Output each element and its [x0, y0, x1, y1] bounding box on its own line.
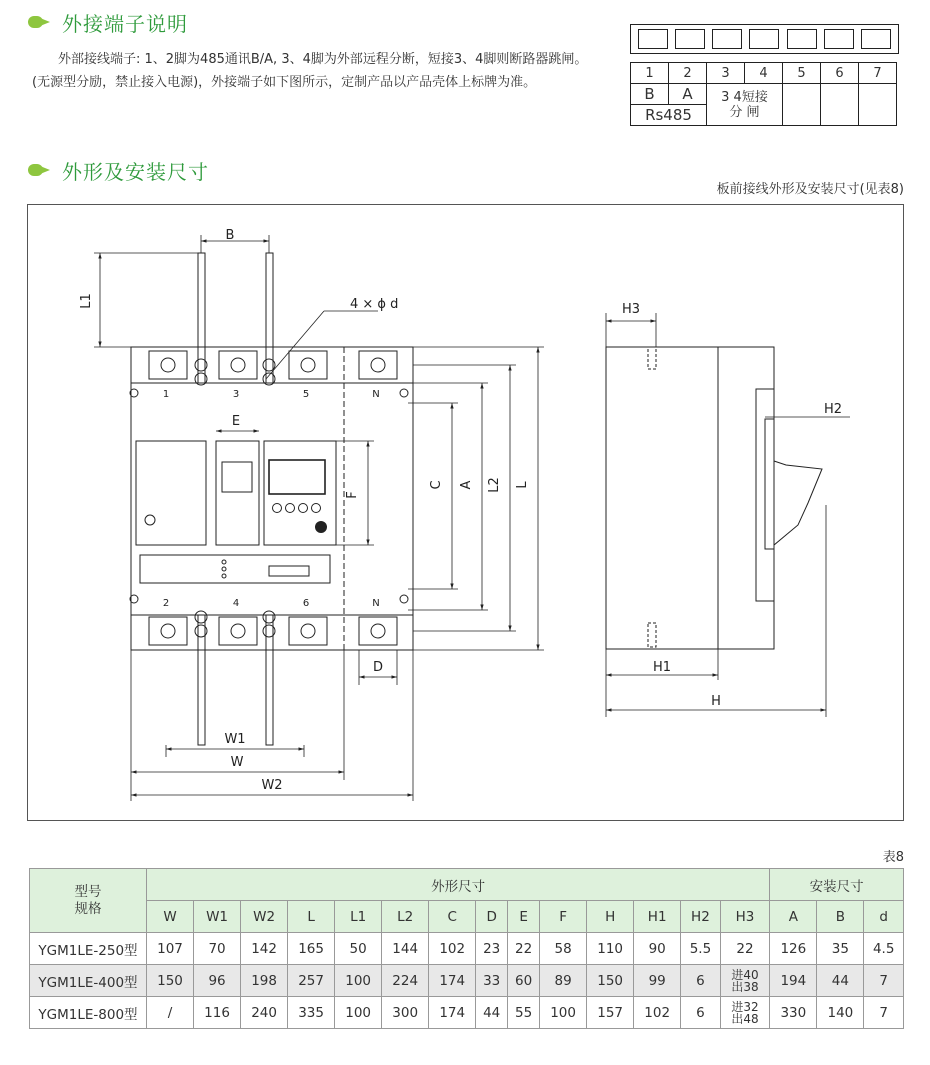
- pole-label: 3: [232, 389, 240, 400]
- value-cell: 150: [587, 965, 634, 997]
- value-cell: 7: [864, 965, 904, 997]
- terminal-rs485: Rs485: [631, 105, 707, 126]
- section-title: 外形及安装尺寸: [62, 159, 209, 184]
- column-header: H3: [720, 901, 770, 933]
- value-cell: 进32 出48: [720, 997, 770, 1029]
- column-header: W: [147, 901, 194, 933]
- value-cell: 5.5: [681, 933, 720, 965]
- value-cell: 60: [508, 965, 540, 997]
- value-cell: 174: [429, 997, 476, 1029]
- model-cell: YGM1LE-400型: [30, 965, 147, 997]
- value-cell: 100: [335, 997, 382, 1029]
- terminal-number: 6: [821, 63, 859, 84]
- value-cell: 22: [508, 933, 540, 965]
- value-cell: 102: [429, 933, 476, 965]
- value-cell: 99: [634, 965, 681, 997]
- value-cell: 4.5: [864, 933, 904, 965]
- group-header-outline: 外形尺寸: [147, 869, 770, 901]
- indicator-dot: [315, 521, 327, 533]
- terminal-empty: [821, 84, 859, 126]
- table-caption: 表8: [882, 850, 904, 865]
- column-header: B: [817, 901, 864, 933]
- section-title: 外接端子说明: [62, 11, 188, 36]
- value-cell: 100: [540, 997, 587, 1029]
- value-cell: 174: [429, 965, 476, 997]
- column-header: D: [476, 901, 508, 933]
- value-cell: 96: [194, 965, 241, 997]
- dim-label-B: B: [225, 228, 235, 243]
- terminal-number: 3: [707, 63, 745, 84]
- value-cell: 70: [194, 933, 241, 965]
- dimension-drawing: [28, 205, 905, 822]
- dim-label-H: H: [711, 694, 721, 709]
- pole-label: 6: [302, 598, 310, 609]
- terminal-slot: [861, 29, 891, 49]
- terminal-slot: [675, 29, 705, 49]
- hole-label: 4 × ϕ d: [350, 297, 399, 312]
- value-cell: 110: [587, 933, 634, 965]
- bullet-icon: [28, 14, 54, 30]
- value-cell: 7: [864, 997, 904, 1029]
- terminal-number: 4: [745, 63, 783, 84]
- short-line-1: 3 4短接: [721, 89, 768, 105]
- model-header: [30, 869, 147, 933]
- value-cell: 300: [382, 997, 429, 1029]
- pole-label: 1: [162, 389, 170, 400]
- value-cell: 224: [382, 965, 429, 997]
- value-cell: 140: [817, 997, 864, 1029]
- dim-label-C: C: [429, 480, 444, 490]
- table-row: [30, 933, 904, 965]
- pole-label: 2: [162, 598, 170, 609]
- value-cell: 116: [194, 997, 241, 1029]
- value-cell: 44: [817, 965, 864, 997]
- column-header: L2: [382, 901, 429, 933]
- pole-label: N: [372, 598, 380, 609]
- dim-label-W2: W2: [261, 778, 283, 793]
- pole-label: 4: [232, 598, 240, 609]
- value-cell: 6: [681, 997, 720, 1029]
- terminal-slot: [749, 29, 779, 49]
- terminal-slot: [824, 29, 854, 49]
- value-cell: 58: [540, 933, 587, 965]
- dimension-spec-table: [29, 868, 904, 1029]
- value-cell: 23: [476, 933, 508, 965]
- dim-label-E: E: [231, 414, 241, 429]
- dim-label-A: A: [459, 480, 474, 490]
- breaker-body-front: [131, 347, 413, 650]
- pole-label: N: [372, 389, 380, 400]
- terminal-empty: [783, 84, 821, 126]
- terminal-description: 外部接线端子: 1、2脚为485通讯B/A, 3、4脚为外部远程分断，短接3、4脚则断路器跳闸。(无源型分励，禁止接入电源)，外接端子如下图所示，定制产品以产品壳体上标牌为准。: [32, 52, 588, 90]
- column-header: H1: [634, 901, 681, 933]
- column-header: W1: [194, 901, 241, 933]
- bullet-icon: [28, 162, 54, 178]
- value-cell: 89: [540, 965, 587, 997]
- value-cell: 257: [288, 965, 335, 997]
- terminal-empty: [859, 84, 897, 126]
- value-cell: 150: [147, 965, 194, 997]
- table-row: [30, 965, 904, 997]
- column-header: L1: [335, 901, 382, 933]
- short-line-2: 分 闸: [729, 104, 760, 120]
- column-header: F: [540, 901, 587, 933]
- value-cell: 6: [681, 965, 720, 997]
- table-row: [30, 997, 904, 1029]
- value-cell: 90: [634, 933, 681, 965]
- column-header: L: [288, 901, 335, 933]
- value-cell: 44: [476, 997, 508, 1029]
- value-cell: 100: [335, 965, 382, 997]
- value-cell: 157: [587, 997, 634, 1029]
- column-header: d: [864, 901, 904, 933]
- terminal-a: A: [669, 84, 707, 105]
- value-cell: 55: [508, 997, 540, 1029]
- dim-label-W1: W1: [224, 732, 246, 747]
- value-cell: 194: [770, 965, 817, 997]
- terminal-slot: [638, 29, 668, 49]
- terminal-b: B: [631, 84, 669, 105]
- value-cell: /: [147, 997, 194, 1029]
- column-header: E: [508, 901, 540, 933]
- value-cell: 144: [382, 933, 429, 965]
- value-cell: 335: [288, 997, 335, 1029]
- terminal-table: [630, 62, 897, 126]
- terminal-slot: [712, 29, 742, 49]
- terminal-short-break: [707, 84, 783, 126]
- value-cell: 50: [335, 933, 382, 965]
- model-header-line: 规格: [74, 900, 102, 917]
- model-cell: YGM1LE-250型: [30, 933, 147, 965]
- value-cell: 198: [241, 965, 288, 997]
- dim-label-H2: H2: [824, 402, 843, 417]
- value-cell: 142: [241, 933, 288, 965]
- dim-label-H1: H1: [652, 660, 672, 675]
- dim-label-L1: L1: [79, 293, 94, 309]
- group-header-install: 安装尺寸: [770, 869, 904, 901]
- terminal-number: 5: [783, 63, 821, 84]
- value-cell: 126: [770, 933, 817, 965]
- column-header: H2: [681, 901, 720, 933]
- value-cell: 330: [770, 997, 817, 1029]
- pole-label: 5: [302, 389, 310, 400]
- value-cell: 进40 出38: [720, 965, 770, 997]
- column-header: C: [429, 901, 476, 933]
- terminal-number: 2: [669, 63, 707, 84]
- dim-label-L: L: [515, 481, 530, 489]
- terminal-number: 7: [859, 63, 897, 84]
- column-header: W2: [241, 901, 288, 933]
- section-heading-terminals: [28, 10, 188, 34]
- value-cell: 107: [147, 933, 194, 965]
- dim-label-W: W: [230, 755, 244, 770]
- drawing-frame: [27, 204, 904, 821]
- terminal-number: 1: [631, 63, 669, 84]
- terminal-slot: [787, 29, 817, 49]
- model-header-line: 型号: [74, 883, 102, 900]
- column-header: A: [770, 901, 817, 933]
- dim-label-F: F: [345, 491, 360, 499]
- column-header: H: [587, 901, 634, 933]
- value-cell: 22: [720, 933, 770, 965]
- value-cell: 35: [817, 933, 864, 965]
- terminal-block-diagram: [630, 24, 899, 54]
- value-cell: 165: [288, 933, 335, 965]
- value-cell: 33: [476, 965, 508, 997]
- model-cell: YGM1LE-800型: [30, 997, 147, 1029]
- dim-label-H3: H3: [621, 302, 641, 317]
- breaker-body-side: [606, 347, 774, 649]
- section-heading-dimensions: [28, 158, 209, 182]
- drawing-caption: 板前接线外形及安装尺寸(见表8): [716, 182, 904, 197]
- dim-label-L2: L2: [487, 477, 502, 493]
- value-cell: 240: [241, 997, 288, 1029]
- value-cell: 102: [634, 997, 681, 1029]
- dim-label-D: D: [372, 660, 384, 675]
